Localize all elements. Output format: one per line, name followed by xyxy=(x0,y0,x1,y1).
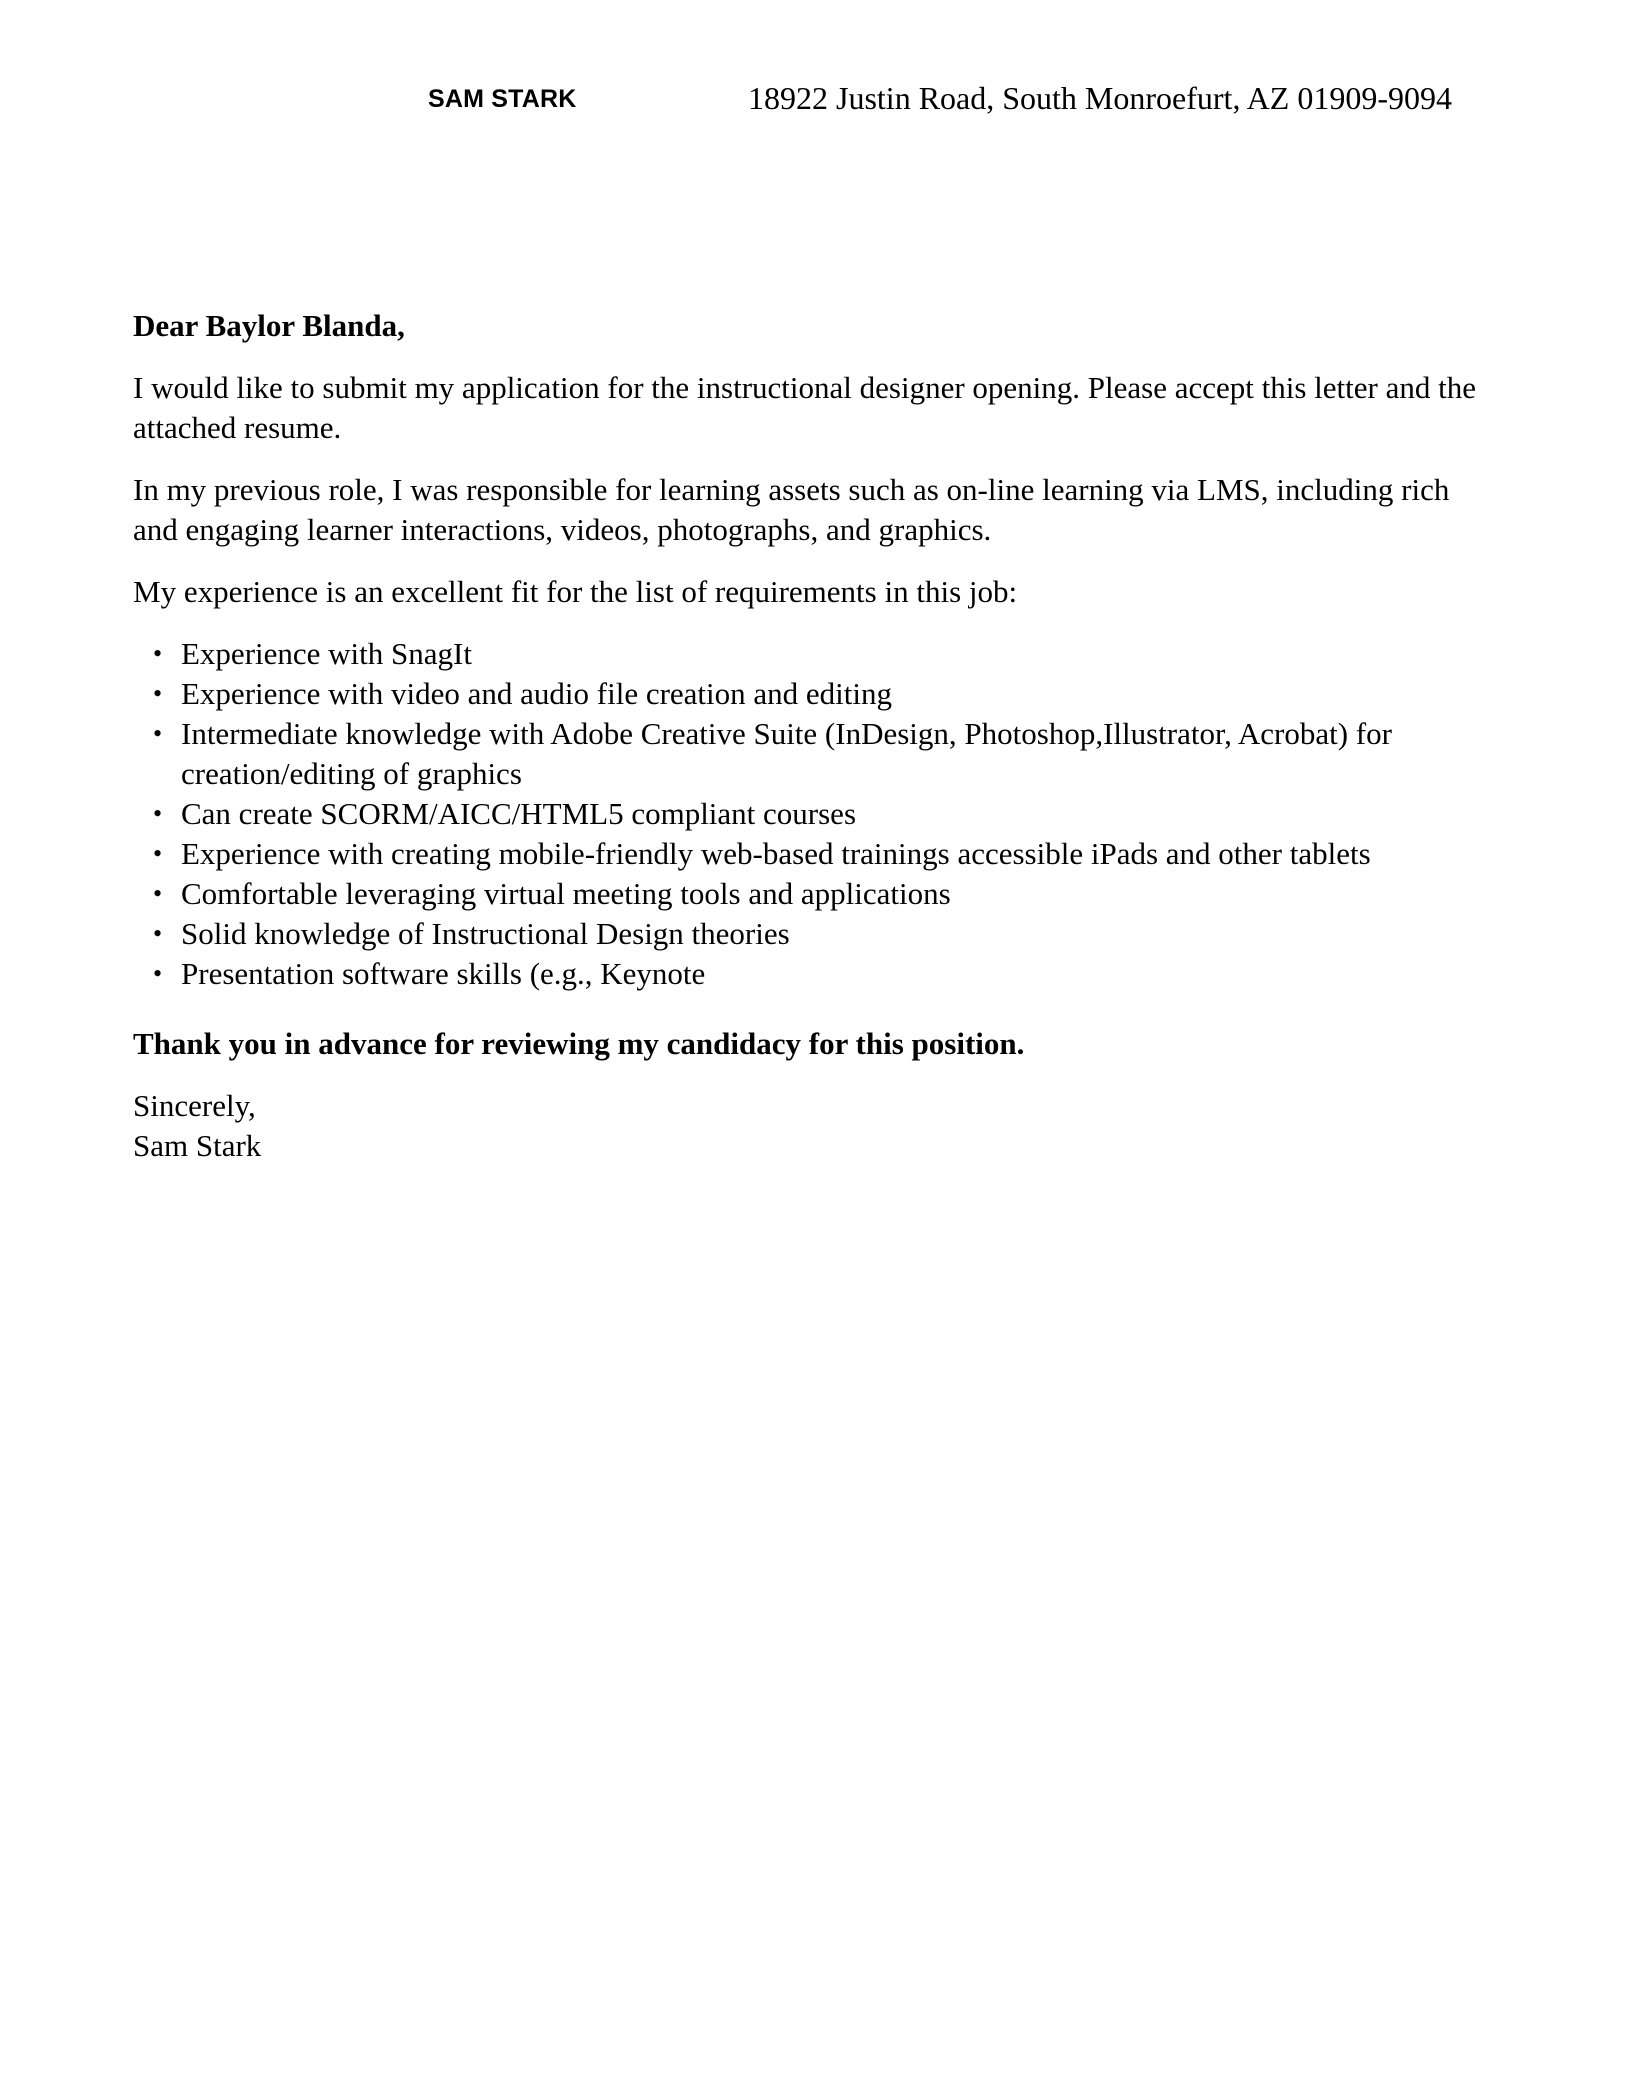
bullet-icon: • xyxy=(153,719,163,748)
intro-paragraph: I would like to submit my application for the instructional designer opening. Please accept this letter and the attached resume. xyxy=(133,370,1476,445)
closing-note: Thank you in advance for reviewing my candidacy for this position. xyxy=(133,1026,1025,1061)
sender-name: SAM STARK xyxy=(428,85,577,113)
sign-off: Sincerely, xyxy=(133,1088,256,1123)
requirement-text: Presentation software skills (e.g., Keynote xyxy=(181,956,706,991)
requirement-text: Experience with creating mobile-friendly web-based trainings accessible iPads and other tablets xyxy=(181,836,1371,871)
requirement-text: Comfortable leveraging virtual meeting tools and applications xyxy=(181,876,951,911)
bullet-icon: • xyxy=(153,919,163,948)
bullet-icon: • xyxy=(153,959,163,988)
sender-address: 18922 Justin Road, South Monroefurt, AZ 01909-9094 xyxy=(748,80,1452,116)
letter-body xyxy=(133,306,1501,1166)
requirements-list xyxy=(133,634,1501,994)
bullet-icon: • xyxy=(153,799,163,828)
bullet-icon: • xyxy=(153,679,163,708)
bullet-icon: • xyxy=(153,879,163,908)
requirements-intro-paragraph: My experience is an excellent fit for the list of requirements in this job: xyxy=(133,574,1018,609)
signature-name: Sam Stark xyxy=(133,1128,262,1163)
requirement-item xyxy=(153,674,1501,714)
experience-paragraph: In my previous role, I was responsible for learning assets such as on-line learning via LMS, including rich and engaging learner interactions, videos, photographs, and graphics. xyxy=(133,472,1450,547)
requirement-text: Experience with video and audio file creation and editing xyxy=(181,676,893,711)
requirement-item xyxy=(153,914,1501,954)
salutation: Dear Baylor Blanda, xyxy=(133,308,405,343)
requirement-text: Can create SCORM/AICC/HTML5 compliant courses xyxy=(181,796,857,831)
requirement-item xyxy=(153,714,1501,794)
requirement-text: Intermediate knowledge with Adobe Creative Suite (InDesign, Photoshop,Illustrator, Acrobat) for creation/editing of graphics xyxy=(181,716,1392,791)
requirement-item xyxy=(153,874,1501,914)
bullet-icon: • xyxy=(153,839,163,868)
requirement-item xyxy=(153,954,1501,994)
bullet-icon: • xyxy=(153,639,163,668)
requirement-item xyxy=(153,834,1501,874)
requirement-item xyxy=(153,634,1501,674)
requirement-text: Experience with SnagIt xyxy=(181,636,472,671)
requirement-text: Solid knowledge of Instructional Design theories xyxy=(181,916,790,951)
requirement-item xyxy=(153,794,1501,834)
